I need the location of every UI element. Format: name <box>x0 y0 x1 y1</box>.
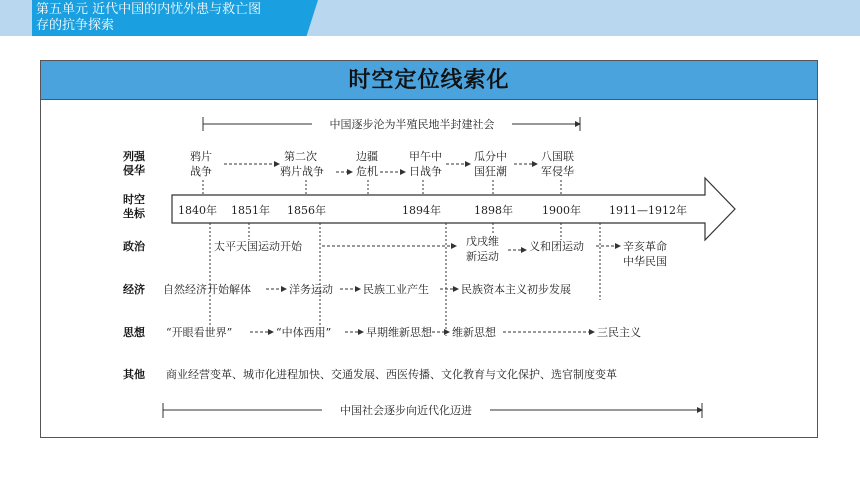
row-label-economy: 经济 <box>123 283 145 296</box>
invasion-5-l2: 国狂潮 <box>474 165 507 178</box>
invasion-6-l2: 军侵华 <box>541 165 574 178</box>
thought-item-1: “开眼看世界” <box>166 326 233 339</box>
invasion-1-l2: 战争 <box>190 165 212 178</box>
row-label-politics: 政治 <box>123 240 145 253</box>
invasion-2-l1: 第二次 <box>284 150 317 163</box>
politics-xinhai-l2: 中华民国 <box>623 255 667 268</box>
thought-item-4: 维新思想 <box>452 326 496 339</box>
politics-boxer: 义和团运动 <box>529 240 584 253</box>
politics-wuxu-l2: 新运动 <box>466 250 499 263</box>
row-label-thought: 思想 <box>123 326 145 339</box>
invasion-4-l2: 日战争 <box>409 165 442 178</box>
economy-item-1: 自然经济开始解体 <box>163 283 251 296</box>
economy-item-2: 洋务运动 <box>289 283 333 296</box>
economy-item-3: 民族工业产生 <box>363 283 429 296</box>
year-1894: 1894年 <box>402 204 441 217</box>
unit-title-line2: 存的抗争探索 <box>36 18 115 33</box>
invasion-3-l2: 危机 <box>356 165 378 178</box>
thought-item-2: “中体西用” <box>276 326 332 339</box>
year-1856: 1856年 <box>287 204 326 217</box>
top-span-label: 中国逐步沦为半殖民地半封建社会 <box>329 118 495 131</box>
other-text: 商业经营变革、城市化进程加快、交通发展、西医传播、文化教育与文化保护、选官制度变革 <box>166 368 617 381</box>
thought-item-3: 早期维新思想 <box>366 326 432 339</box>
year-1911-1912: 1911—1912年 <box>609 204 687 217</box>
row-label-time-1: 时空 <box>123 193 145 206</box>
invasion-2-l2: 鸦片战争 <box>280 165 324 178</box>
year-1840: 1840年 <box>178 204 217 217</box>
politics-wuxu-l1: 戊戌维 <box>466 235 499 248</box>
row-label-time-2: 坐标 <box>123 207 145 220</box>
thought-item-5: 三民主义 <box>597 326 641 339</box>
year-1900: 1900年 <box>542 204 581 217</box>
row-label-other: 其他 <box>123 368 145 381</box>
politics-taiping: 太平天国运动开始 <box>214 240 302 253</box>
row-label-invasion-2: 侵华 <box>123 164 145 177</box>
bottom-span-label: 中国社会逐步向近代化迈进 <box>340 404 472 417</box>
row-label-invasion-1: 列强 <box>123 150 145 163</box>
unit-title-line1: 第五单元 近代中国的内忧外患与救亡图 <box>36 2 262 17</box>
diagram-title: 时空定位线索化 <box>348 68 510 93</box>
year-1851: 1851年 <box>231 204 270 217</box>
invasion-4-l1: 甲午中 <box>409 150 442 163</box>
year-1898: 1898年 <box>474 204 513 217</box>
invasion-5-l1: 瓜分中 <box>474 150 507 163</box>
politics-xinhai-l1: 辛亥革命 <box>623 240 667 253</box>
economy-item-4: 民族资本主义初步发展 <box>461 283 571 296</box>
invasion-6-l1: 八国联 <box>541 150 574 163</box>
invasion-3-l1: 边疆 <box>356 150 378 163</box>
invasion-1-l1: 鸦片 <box>190 150 212 163</box>
